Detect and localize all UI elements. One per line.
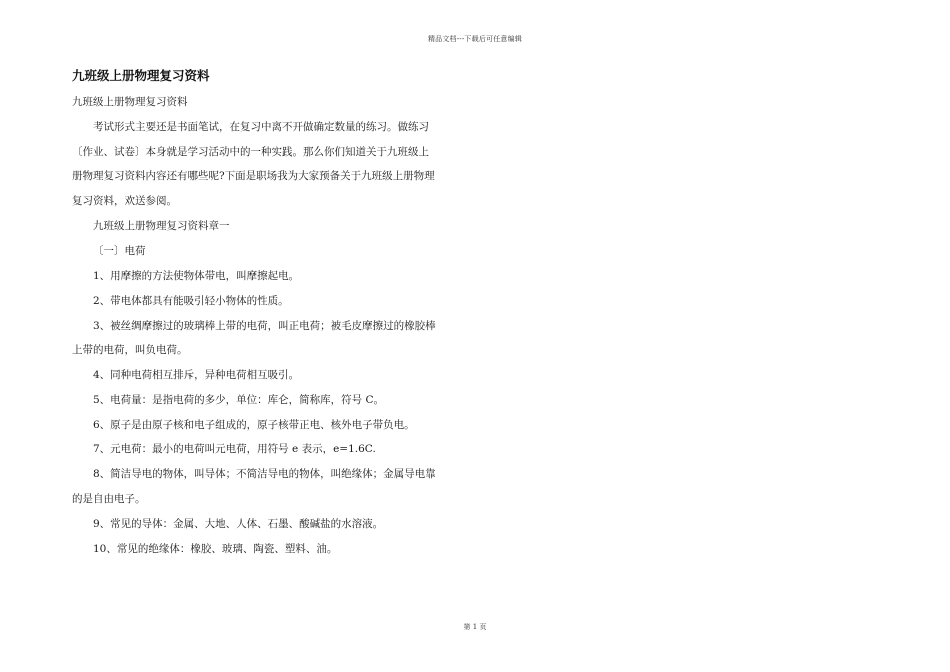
chapter-heading: 九班级上册物理复习资料章一	[93, 220, 230, 232]
intro-line-1: 考试形式主要还是书面笔试，在复习中离不开做确定数量的练习。做练习	[93, 121, 429, 133]
intro-line-2: 〔作业、试卷〕本身就是学习活动中的一种实践。那么你们知道关于九班级上	[72, 146, 429, 158]
list-item: 的是自由电子。	[72, 493, 146, 505]
list-item: 9、常见的导体：金属、大地、人体、石墨、酸碱盐的水溶液。	[93, 518, 384, 530]
list-item: 3、被丝绸摩擦过的玻璃棒上带的电荷，叫正电荷；被毛皮摩擦过的橡胶棒	[93, 320, 436, 332]
intro-line-3: 册物理复习资料内容还有哪些呢?下面是职场我为大家预备关于九班级上册物理	[72, 170, 435, 182]
list-item: 8、简洁导电的物体，叫导体；不简洁导电的物体，叫绝缘体；金属导电靠	[93, 468, 436, 480]
page-header: 精品文档---下载后可任意编辑	[427, 35, 523, 43]
document-title: 九班级上册物理复习资料	[72, 68, 210, 83]
intro-line-4: 复习资料，欢送参阅。	[72, 195, 177, 207]
list-item: 上带的电荷，叫负电荷。	[72, 344, 188, 356]
list-item: 4、同种电荷相互排斥，异种电荷相互吸引。	[93, 369, 300, 381]
list-item: 6、原子是由原子核和电子组成的，原子核带正电、核外电子带负电。	[93, 419, 415, 431]
page-footer: 第 1 页	[463, 623, 487, 631]
section-heading: 〔一〕电荷	[93, 245, 146, 257]
subtitle: 九班级上册物理复习资料	[72, 96, 188, 108]
list-item: 2、带电体都具有能吸引轻小物体的性质。	[93, 295, 289, 307]
list-item: 7、元电荷：最小的电荷叫元电荷，用符号 e 表示，e=1.6C.	[93, 443, 376, 455]
list-item: 1、用摩擦的方法使物体带电，叫摩擦起电。	[93, 270, 300, 282]
list-item: 5、电荷量：是指电荷的多少，单位：库仑，简称库，符号 C。	[93, 394, 385, 406]
list-item: 10、常见的绝缘体：橡胶、玻璃、陶瓷、塑料、油。	[93, 543, 338, 555]
